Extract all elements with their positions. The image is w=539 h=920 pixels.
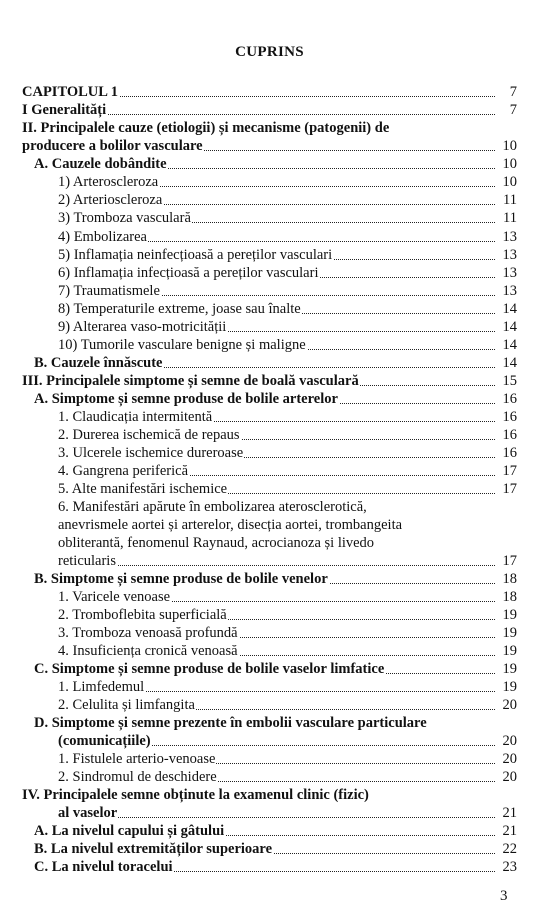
toc-entry-text: 4. Insuficiența cronică venoasă [58,643,238,659]
toc-entry-text: 3) Tromboza vasculară [58,210,191,226]
toc-entry [0,209,539,227]
toc-entry-text: C. Simptome și semne produse de bolile vaselor limfatice [34,661,385,677]
toc-entry [0,426,539,444]
toc-entry-text: 8) Temperaturile extreme, joase sau înalte [58,301,301,317]
toc-entry-text: B. La nivelul extremităților superioare [34,841,273,857]
leader-dots [62,817,495,818]
toc-entry [0,858,539,876]
toc-entry [0,498,539,516]
toc-entry [0,516,539,534]
toc-entry [0,444,539,462]
toc-entry [0,840,539,858]
toc-entry-text: 2. Celulita și limfangita [58,697,195,713]
toc-entry [0,642,539,660]
toc-entry [0,246,539,264]
toc-entry [0,173,539,191]
toc-entry-text: 4. Gangrena periferică [58,463,189,479]
toc-entry-page: 19 [502,625,517,641]
toc-entry-page: 18 [502,571,517,587]
toc-entry [0,786,539,804]
toc-entry-text: 10) Tumorile vasculare benigne și maligne [58,337,306,353]
toc-entry [0,660,539,678]
toc-entry-text: 4) Embolizarea [58,229,147,245]
toc-entry [0,300,539,318]
toc-entry [0,624,539,642]
toc-entry-page: 10 [502,138,517,154]
toc-entry-text: 2. Durerea ischemică de repaus [58,427,240,443]
toc-entry-page: 13 [502,265,517,281]
toc-entry [0,606,539,624]
toc-entry-text: 2. Sindromul de deschidere [58,769,217,785]
toc-entry-text: 1. Claudicația intermitentă [58,409,213,425]
toc-entry-page: 14 [502,337,517,353]
toc-entry-page: 17 [502,553,517,569]
toc-entry [0,83,539,101]
toc-entry-text: 5) Inflamația neinfecțioasă a pereților vasculari [58,247,333,263]
toc-entry [0,137,539,155]
toc-entry [0,552,539,570]
toc-entry-page: 20 [502,769,517,785]
toc-entry [0,390,539,408]
toc-entry [0,804,539,822]
toc-entry-text: D. Simptome și semne prezente în embolii vasculare particulare [34,715,427,731]
toc-entry [0,372,539,390]
toc-entry-page: 10 [502,174,517,190]
toc-entry-text: 1. Limfedemul [58,679,145,695]
toc-entry [0,336,539,354]
toc-entry-text: 1) Arteroscleroza [58,174,159,190]
toc-entry [0,318,539,336]
toc-entry-page: 13 [502,229,517,245]
toc-entry [0,696,539,714]
toc-entry [0,408,539,426]
toc-entry-page: 7 [509,102,517,118]
toc-entry-text: 1. Varicele venoase [58,589,171,605]
toc-entry-text: 2) Arterioscleroza [58,192,163,208]
toc-entry-page: 19 [502,661,517,677]
toc-entry-page: 14 [502,355,517,371]
toc-entry [0,678,539,696]
toc-entry [0,155,539,173]
toc-entry-text: (comunicațiile) [58,733,151,749]
toc-entry-text: 9) Alterarea vaso-motricității [58,319,227,335]
toc-entry [0,714,539,732]
toc-entry-page: 18 [502,589,517,605]
toc-entry-page: 19 [502,607,517,623]
toc-entry-text: A. Cauzele dobândite [34,156,167,172]
toc-entry-page: 17 [502,463,517,479]
toc-entry-page: 13 [502,247,517,263]
toc-entry-page: 16 [502,427,517,443]
toc-title: CUPRINS [235,44,304,60]
toc-entry [0,264,539,282]
toc-entry-text: C. La nivelul toracelui [34,859,173,875]
toc-entry-text: 3. Tromboza venoasă profundă [58,625,238,641]
toc-entry-page: 16 [502,391,517,407]
toc-entry [0,534,539,552]
toc-entry [0,191,539,209]
toc-entry-page: 20 [502,751,517,767]
toc-entry-page: 20 [502,697,517,713]
toc-entry-text: B. Cauzele înnăscute [34,355,163,371]
toc-entry-page: 11 [503,210,517,226]
toc-entry-text: producere a bolilor vasculare [22,138,203,154]
toc-entry-text: anevrismele aortei și arterelor, disecția aortei, trombangeita [58,517,403,533]
toc-entry-page: 19 [502,679,517,695]
toc-entry-page: 21 [502,805,517,821]
toc-entry-page: 16 [502,445,517,461]
toc-entry-text: A. Simptome și semne produse de bolile arterelor [34,391,338,407]
toc-entry-text: CAPITOLUL 1 [22,84,119,100]
toc-entry-page: 11 [503,192,517,208]
toc-entry-text: 3. Ulcerele ischemice dureroase [58,445,244,461]
toc-entry-text: IV. Principalele semne obținute la examenul clinic (fizic) [22,787,369,803]
toc-entry [0,768,539,786]
toc-entry-page: 16 [502,409,517,425]
toc-entry [0,750,539,768]
toc-entry-page: 21 [502,823,517,839]
toc-entry-page: 22 [502,841,517,857]
toc-entry-page: 7 [509,84,517,100]
toc-entry-page: 23 [502,859,517,875]
toc-entry-text: III. Principalele simptome și semne de boală vasculară [22,373,359,389]
toc-entry-page: 20 [502,733,517,749]
toc-entry [0,101,539,119]
toc-entry-page: 14 [502,319,517,335]
toc-entry [0,282,539,300]
toc-entry-page: 13 [502,283,517,299]
toc-entry-text: 7) Traumatismele [58,283,160,299]
toc-entry-page: 17 [502,481,517,497]
toc-entry-text: al vaselor [58,805,118,821]
toc-entry-text: 1. Fistulele arterio-venoase [58,751,216,767]
toc-entry-text: 2. Tromboflebita superficială [58,607,227,623]
toc-entry-text: B. Simptome și semne produse de bolile venelor [34,571,328,587]
toc-entry-text: obliterantă, fenomenul Raynaud, acrocianoza și livedo [58,535,375,551]
toc-entry [0,354,539,372]
toc-entry-text: I Generalități [22,102,107,118]
toc-entry [0,119,539,137]
page-number: 3 [500,888,508,904]
toc-entry-text: reticularis [58,553,116,569]
toc-entry [0,228,539,246]
toc-entry [0,570,539,588]
toc-entry-page: 19 [502,643,517,659]
toc-entry-text: A. La nivelul capului și gâtului [34,823,225,839]
toc-entry-page: 10 [502,156,517,172]
toc-entry-text: 5. Alte manifestări ischemice [58,481,228,497]
toc-entry [0,732,539,750]
toc-entry [0,822,539,840]
toc-entry [0,480,539,498]
toc-entry-page: 15 [502,373,517,389]
toc-entry-text: 6) Inflamația infecțioasă a pereților vasculari [58,265,319,281]
toc-entry-text: II. Principalele cauze (etiologii) și mecanisme (patogenii) de [22,120,390,136]
leader-dots [62,565,495,566]
toc-entry-text: 6. Manifestări apărute în embolizarea aterosclerotică, [58,499,367,515]
toc-entry [0,462,539,480]
toc-entry [0,588,539,606]
toc-entry-page: 14 [502,301,517,317]
